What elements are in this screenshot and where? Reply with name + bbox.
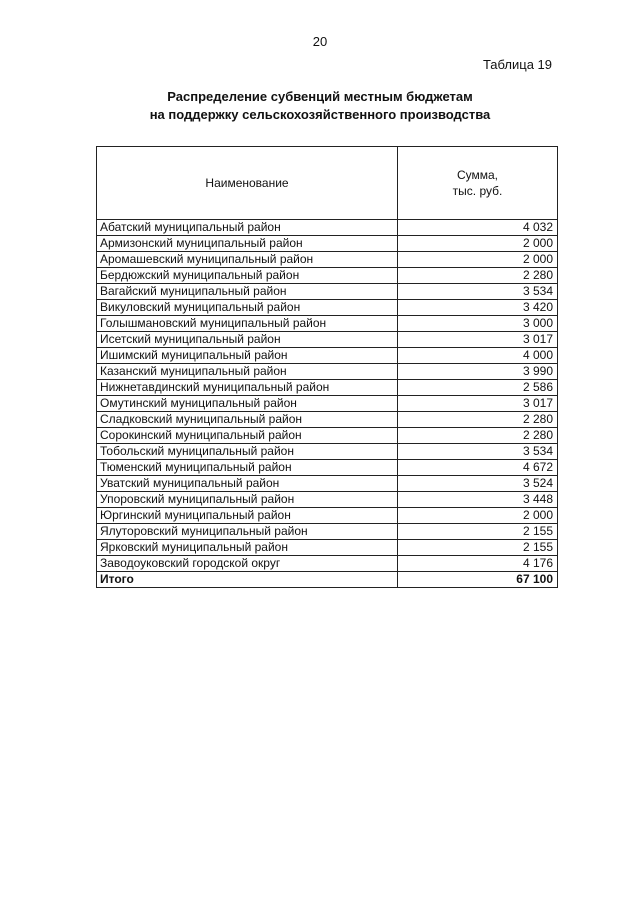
row-name: Аромашевский муниципальный район bbox=[97, 252, 398, 268]
row-name: Тюменский муниципальный район bbox=[97, 460, 398, 476]
table-row bbox=[97, 556, 558, 572]
row-sum: 3 534 bbox=[398, 284, 558, 300]
row-name: Уватский муниципальный район bbox=[97, 476, 398, 492]
row-sum: 2 280 bbox=[398, 412, 558, 428]
row-name: Ишимский муниципальный район bbox=[97, 348, 398, 364]
row-name: Исетский муниципальный район bbox=[97, 332, 398, 348]
row-name: Сладковский муниципальный район bbox=[97, 412, 398, 428]
row-name: Казанский муниципальный район bbox=[97, 364, 398, 380]
row-sum: 2 280 bbox=[398, 428, 558, 444]
header-name: Наименование bbox=[97, 147, 398, 220]
table-row bbox=[97, 348, 558, 364]
total-row bbox=[97, 572, 558, 588]
row-sum: 3 017 bbox=[398, 332, 558, 348]
row-name: Ялуторовский муниципальный район bbox=[97, 524, 398, 540]
table-row bbox=[97, 428, 558, 444]
row-name: Голышмановский муниципальный район bbox=[97, 316, 398, 332]
row-name: Вагайский муниципальный район bbox=[97, 284, 398, 300]
table-row bbox=[97, 492, 558, 508]
row-sum: 3 524 bbox=[398, 476, 558, 492]
row-name: Сорокинский муниципальный район bbox=[97, 428, 398, 444]
table-row bbox=[97, 444, 558, 460]
row-name: Абатский муниципальный район bbox=[97, 220, 398, 236]
table-label: Таблица 19 bbox=[482, 57, 552, 72]
row-sum: 3 990 bbox=[398, 364, 558, 380]
table-row bbox=[97, 508, 558, 524]
table-row bbox=[97, 524, 558, 540]
row-name: Омутинский муниципальный район bbox=[97, 396, 398, 412]
table-row bbox=[97, 268, 558, 284]
table-row bbox=[97, 396, 558, 412]
table-row bbox=[97, 300, 558, 316]
table-row bbox=[97, 220, 558, 236]
header-sum bbox=[398, 147, 558, 220]
row-sum: 2 280 bbox=[398, 268, 558, 284]
document-title bbox=[0, 88, 640, 124]
row-sum: 3 000 bbox=[398, 316, 558, 332]
row-sum: 4 000 bbox=[398, 348, 558, 364]
row-name: Армизонский муниципальный район bbox=[97, 236, 398, 252]
row-name: Заводоуковский городской округ bbox=[97, 556, 398, 572]
row-sum: 2 586 bbox=[398, 380, 558, 396]
row-sum: 3 448 bbox=[398, 492, 558, 508]
table-row bbox=[97, 380, 558, 396]
title-line-1: Распределение субвенций местным бюджетам bbox=[167, 89, 473, 104]
row-sum: 2 155 bbox=[398, 540, 558, 556]
page-number: 20 bbox=[312, 34, 328, 49]
header-sum-line-2: тыс. руб. bbox=[452, 184, 503, 198]
table-row bbox=[97, 252, 558, 268]
table-row bbox=[97, 316, 558, 332]
table-row bbox=[97, 236, 558, 252]
header-sum-line-1: Сумма, bbox=[456, 168, 499, 182]
row-sum: 2 000 bbox=[398, 252, 558, 268]
total-sum: 67 100 bbox=[398, 572, 558, 588]
table-row bbox=[97, 476, 558, 492]
row-name: Тобольский муниципальный район bbox=[97, 444, 398, 460]
subvention-table bbox=[96, 146, 558, 588]
row-name: Юргинский муниципальный район bbox=[97, 508, 398, 524]
total-name: Итого bbox=[97, 572, 398, 588]
title-line-2: на поддержку сельскохозяйственного производства bbox=[149, 107, 491, 122]
row-sum: 2 155 bbox=[398, 524, 558, 540]
row-sum: 2 000 bbox=[398, 508, 558, 524]
row-name: Ярковский муниципальный район bbox=[97, 540, 398, 556]
table-row bbox=[97, 332, 558, 348]
row-sum: 4 032 bbox=[398, 220, 558, 236]
table-body bbox=[97, 220, 558, 588]
table-row bbox=[97, 460, 558, 476]
row-sum: 4 672 bbox=[398, 460, 558, 476]
row-sum: 3 420 bbox=[398, 300, 558, 316]
row-sum: 3 534 bbox=[398, 444, 558, 460]
row-sum: 2 000 bbox=[398, 236, 558, 252]
table-header-row bbox=[97, 147, 558, 220]
row-name: Нижнетавдинский муниципальный район bbox=[97, 380, 398, 396]
row-sum: 4 176 bbox=[398, 556, 558, 572]
row-name: Упоровский муниципальный район bbox=[97, 492, 398, 508]
table-row bbox=[97, 284, 558, 300]
table-row bbox=[97, 540, 558, 556]
row-name: Бердюжский муниципальный район bbox=[97, 268, 398, 284]
row-sum: 3 017 bbox=[398, 396, 558, 412]
table-row bbox=[97, 364, 558, 380]
row-name: Викуловский муниципальный район bbox=[97, 300, 398, 316]
table-row bbox=[97, 412, 558, 428]
